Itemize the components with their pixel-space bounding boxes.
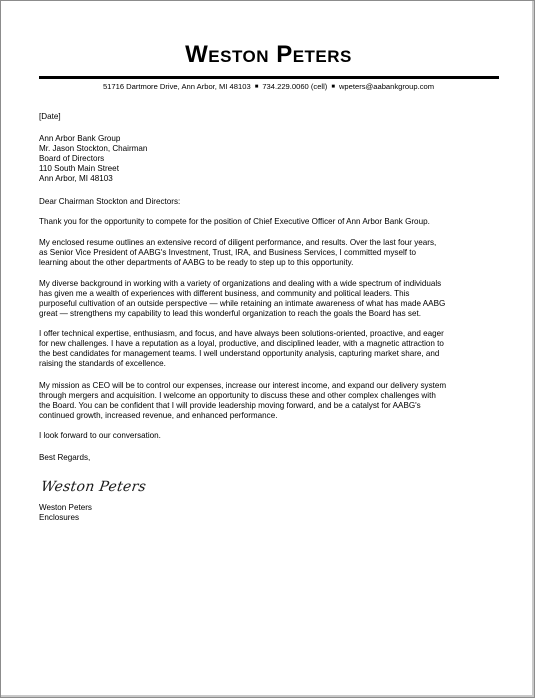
paragraph-line: raising the standards of excellence. [39,359,166,368]
paragraph-line: purposeful cultivation of an outside perspective — while retaining an intimate awareness of what has made AABG [39,299,446,308]
recipient-block [39,134,501,184]
handwritten-signature: Weston Peters [39,479,148,495]
signer-name: Weston Peters [39,503,92,512]
paragraph-line: My mission as CEO will be to control our expenses, increase our interest income, and expand our delivery system [39,381,447,390]
paragraph-1 [39,217,501,227]
recipient-line: Ann Arbor Bank Group [39,134,121,143]
paragraph-3 [39,279,501,319]
paragraph-line: I look forward to our conversation. [39,431,161,440]
signer-block [39,503,501,523]
sender-last-name: Peters [276,41,352,68]
salutation: Dear Chairman Stockton and Directors: [39,197,181,206]
paragraph-line: My enclosed resume outlines an extensive record of diligent performance, and results. Over the last four years, [39,238,437,247]
separator-icon: ■ [331,84,335,90]
separator-icon: ■ [254,84,259,90]
header-divider [39,76,499,79]
recipient-line: Ann Arbor, MI 48103 [39,174,113,183]
paragraph-line: great — strengthens my capability to lead this wonderful organization to reach the goals the Board has set. [39,309,421,318]
recipient-line: Board of Directors [39,154,105,163]
paragraph-line: for new challenges. I have a reputation as a loyal, productive, and disciplined leader, with a magnetic attraction to [39,339,444,348]
paragraph-5 [39,381,501,421]
paragraph-line: the Board. You can be confident that I will provide leadership moving forward, and be a catalyst for AABG's [39,401,421,410]
paragraph-2 [39,238,501,268]
paragraph-line: has given me a wealth of experiences with different business, and community and political leaders. This [39,289,410,298]
paragraph-line: Thank you for the opportunity to compete for the position of Chief Executive Officer of Ann Arbor Bank Group. [39,217,430,226]
paragraph-line: continued growth, increased revenue, and enhanced performance. [39,411,278,420]
letter-date: [Date] [39,112,61,121]
enclosures-note: Enclosures [39,513,80,522]
recipient-line: 110 South Main Street [39,164,119,173]
recipient-line: Mr. Jason Stockton, Chairman [39,144,148,153]
paragraph-line: the best candidates for management teams. I well understand opportunity analysis, capturing market share, and [39,349,440,358]
sender-email: wpeters@aabankgroup.com [338,82,435,91]
paragraph-line: My diverse background in working with a variety of organizations and dealing with a wide spectrum of individuals [39,279,442,288]
paragraph-6 [39,431,501,441]
paragraph-line: learning about the other departments of AABG to be ready to step up to this opportunity. [39,258,354,267]
sender-address: 51716 Dartmore Drive, Ann Arbor, MI 48103 [102,82,251,91]
sender-first-name: Weston [185,41,270,68]
paragraph-line: as Senior Vice President of AABG's Investment, Trust, IRA, and Business Services, I committed myself to [39,248,417,257]
paragraph-4 [39,329,501,369]
paragraph-line: I offer technical expertise, enthusiasm, and focus, and have always been solutions-oriented, proactive, and eager [39,329,444,338]
contact-line [1,82,535,91]
sender-name [1,41,535,69]
sender-phone: 734.229.0060 (cell) [262,82,328,91]
paragraph-line: through mergers and acquisition. I welcome an opportunity to discuss these and other complex challenges with [39,391,436,400]
closing: Best Regards, [39,453,91,462]
